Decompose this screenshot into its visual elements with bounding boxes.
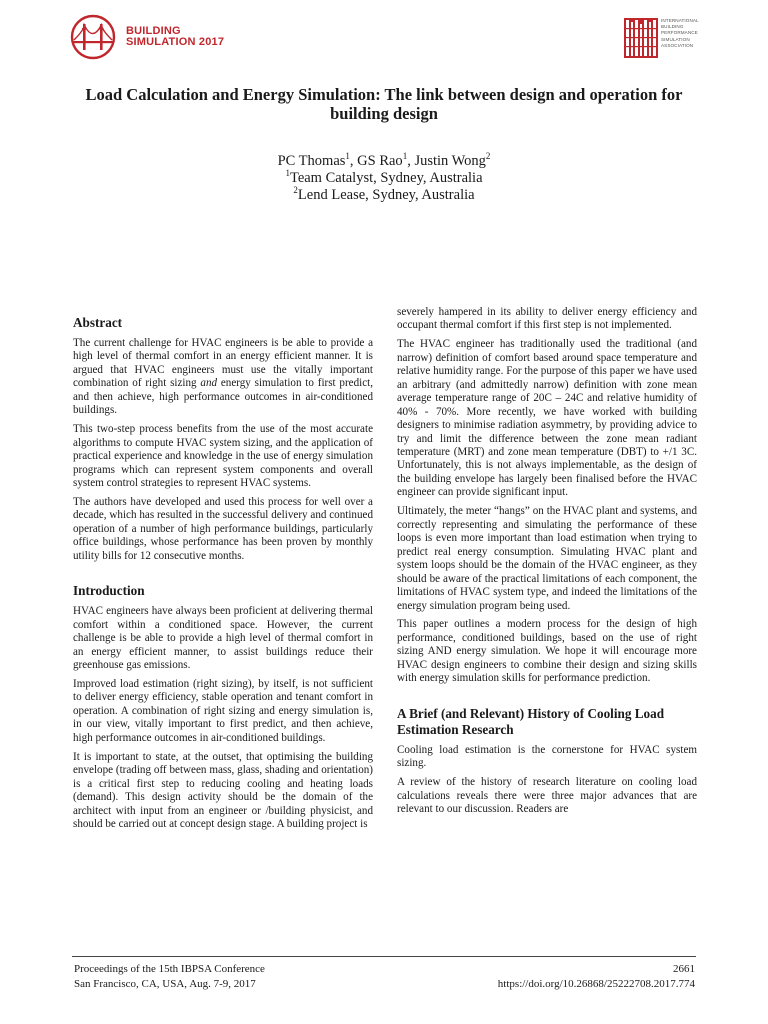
body-paragraph: It is important to state, at the outset, that optimising the building envelope (trading off between mass, glass, shading and orientation) is a critical first step to reducing cooling and heating loads (demand). This design activity should be the domain of the architect with input from an engineer or /building physicist, and should be carried out at concept design stage. A building project is bbox=[73, 750, 373, 831]
abstract-paragraph: This two-step process benefits from the use of the most accurate algorithms to compute HVAC system sizing, and the application of practical experience and knowledge in the use of energy simulation programs which can represent system components and overall system control strategies to represent HVAC systems. bbox=[73, 423, 373, 490]
ibpsa-line-4: SIMULATION bbox=[661, 36, 690, 42]
footer-proceedings: Proceedings of the 15th IBPSA Conference bbox=[74, 963, 265, 975]
author-sup: 1 bbox=[402, 151, 408, 162]
ibpsa-line-3: PERFORMANCE bbox=[661, 30, 698, 36]
abstract-emphasis: and bbox=[200, 377, 218, 390]
ibpsa-logo bbox=[624, 18, 704, 62]
abstract-paragraph: The authors have developed and used this process for well over a decade, which has resulted in the successful delivery and continued operation of a number of high performance buildings, particularly office buildings, whose performance has been proven by monthly utility bills for 12 consecutive months. bbox=[73, 495, 373, 562]
affiliation bbox=[70, 187, 698, 204]
body-paragraph: Improved load estimation (right sizing), by itself, is not sufficient to deliver energy efficiency, stable operation and tenant comfort in operation. A combination of right sizing and energy simulation is, in our view, vitally important to first predict, and then achieve, high performance outcomes in air-conditioned buildings. bbox=[73, 678, 373, 744]
body-paragraph: This paper outlines a modern process for the design of high performance, conditioned buildings, based on the use of right sizing AND energy simulation. We hope it will encourage more HVAC design engineers to combine their design and sizing skills with energy simulation skills for performance prediction. bbox=[397, 618, 697, 685]
body-paragraph: The HVAC engineer has traditionally used the traditional (and narrow) definition of comfort based around space temperature and relative humidity range. For the purpose of this paper we have used an arbitrary (and admittedly narrow) definition with zone mean average temperature range of 20C – 24C and relative humidity of 40% - 70%. More recently, we have worked with building designers to minimise radiation asymmetry, by providing advice to try and limit the difference between the zone mean radiant temperature (MRT) and zone mean temperature (DBT) to +/1 3C. Unfortunately, this is not always implementable, as the design of the building envelope has largely been finalised before the HVAC engineer can provide significant input. bbox=[397, 338, 697, 499]
abstract-text: energy simulation to first predict, and then achieve, high performance outcomes in air-conditioned buildings. bbox=[73, 377, 374, 417]
author-block bbox=[70, 153, 698, 204]
affiliation-sup: 1 bbox=[285, 168, 290, 179]
left-column bbox=[73, 300, 373, 837]
body-paragraph: Ultimately, the meter “hangs” on the HVAC plant and systems, and correctly representing and simulating the performance of these loops is even more important than load estimation when trying to predict real energy consumption. Simulating HVAC plant and system loops should be the domain of the HVAC engineer, as they should be aware of the practical limitations of each component, the limitations of HVAC system type, and indeed the limitations of the energy simulation program being used. bbox=[397, 505, 697, 612]
abstract-paragraph bbox=[73, 337, 373, 418]
body-paragraph: A review of the history of research literature on cooling load calculations reveals there were three major advances that are relevant to our discussion. Readers are bbox=[397, 776, 697, 816]
doi-link[interactable]: https://doi.org/10.26868/25222708.2017.774 bbox=[497, 978, 695, 990]
ibpsa-line-5: ASSOCIATION bbox=[661, 42, 694, 48]
body-paragraph: severely hampered in its ability to deliver energy efficiency and occupant thermal comfort if this first step is not implemented. bbox=[397, 306, 697, 332]
history-heading: A Brief (and Relevant) History of Cooling Load Estimation Research bbox=[397, 705, 665, 737]
conference-logo-text bbox=[126, 26, 224, 48]
affiliation bbox=[70, 170, 698, 187]
affiliation-text: Team Catalyst, Sydney, Australia bbox=[289, 170, 483, 186]
ibpsa-logo-text bbox=[661, 18, 699, 49]
golden-gate-bridge-icon bbox=[70, 14, 116, 60]
logo-line-simulation: SIMULATION 2017 bbox=[126, 36, 225, 48]
ibpsa-line-1: INTERNATIONAL bbox=[661, 18, 699, 23]
paper-title: Load Calculation and Energy Simulation: The link between design and operation for building design bbox=[85, 85, 683, 123]
affiliation-sup: 2 bbox=[293, 185, 298, 196]
ibpsa-line-2: BUILDING bbox=[661, 24, 684, 30]
introduction-heading: Introduction bbox=[73, 583, 145, 599]
ibpsa-grid-icon bbox=[624, 18, 658, 58]
author-sup: 2 bbox=[485, 151, 491, 162]
right-column bbox=[397, 306, 697, 822]
footer-divider bbox=[72, 956, 696, 957]
abstract-heading: Abstract bbox=[73, 315, 123, 330]
conference-logo bbox=[70, 14, 230, 58]
body-paragraph: Cooling load estimation is the cornerstone for HVAC system sizing. bbox=[397, 743, 697, 770]
footer-location: San Francisco, CA, USA, Aug. 7-9, 2017 bbox=[74, 978, 256, 990]
footer-right bbox=[498, 962, 695, 992]
author-name: GS Rao bbox=[357, 153, 403, 169]
body-paragraph: HVAC engineers have always been proficient at delivering thermal comfort within a conditioned space. However, the current challenge is be able to provide a high level of thermal comfort in an energy efficient manner, to assist buildings reduce their greenhouse gas emissions. bbox=[73, 605, 373, 672]
author-names: PC Thomas$^1$, GS Rao$^1$, Justin Wong$^2$ bbox=[277, 151, 491, 169]
logo-line-building: BUILDING bbox=[126, 25, 181, 37]
page-number: 2661 bbox=[673, 963, 695, 975]
affiliation-text: Lend Lease, Sydney, Australia bbox=[297, 187, 475, 203]
abstract-text: The current challenge for HVAC engineers is be able to provide a high level of thermal comfort in an energy efficient manner. It is argued that HVAC engineers must use the vitally important combination of right sizing bbox=[73, 337, 373, 390]
author-name: Justin Wong bbox=[414, 153, 486, 169]
author-sup: 1 bbox=[345, 151, 350, 162]
author-name: PC Thomas bbox=[277, 153, 346, 169]
footer-left bbox=[74, 962, 265, 992]
